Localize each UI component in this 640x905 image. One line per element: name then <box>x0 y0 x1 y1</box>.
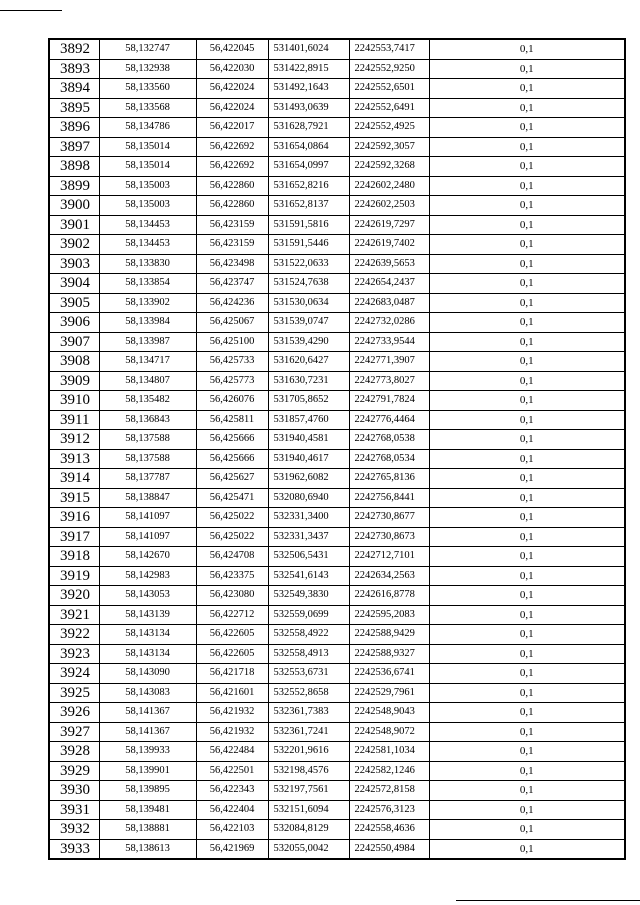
accuracy-cell: 0,1 <box>429 508 625 528</box>
longitude-cell: 56,425733 <box>196 352 268 372</box>
point-number-cell: 3933 <box>49 839 99 859</box>
y-coordinate-cell: 2242552,4925 <box>349 118 429 138</box>
table-row <box>49 39 625 59</box>
accuracy-cell: 0,1 <box>429 59 625 79</box>
table-row <box>49 274 625 294</box>
y-coordinate-cell: 2242602,2503 <box>349 196 429 216</box>
x-coordinate-cell: 532331,3437 <box>268 527 349 547</box>
point-number-cell: 3922 <box>49 625 99 645</box>
longitude-cell: 56,421718 <box>196 664 268 684</box>
table-row <box>49 469 625 489</box>
point-number-cell: 3929 <box>49 761 99 781</box>
x-coordinate-cell: 532558,4913 <box>268 644 349 664</box>
x-coordinate-cell: 531620,6427 <box>268 352 349 372</box>
y-coordinate-cell: 2242616,8778 <box>349 586 429 606</box>
point-number-cell: 3912 <box>49 430 99 450</box>
y-coordinate-cell: 2242592,3057 <box>349 137 429 157</box>
point-number-cell: 3892 <box>49 39 99 59</box>
point-number-cell: 3911 <box>49 410 99 430</box>
table-row <box>49 800 625 820</box>
x-coordinate-cell: 531539,0747 <box>268 313 349 333</box>
longitude-cell: 56,422045 <box>196 39 268 59</box>
accuracy-cell: 0,1 <box>429 215 625 235</box>
longitude-cell: 56,423159 <box>196 215 268 235</box>
longitude-cell: 56,425811 <box>196 410 268 430</box>
table-row <box>49 722 625 742</box>
longitude-cell: 56,421969 <box>196 839 268 859</box>
accuracy-cell: 0,1 <box>429 644 625 664</box>
point-number-cell: 3902 <box>49 235 99 255</box>
point-number-cell: 3920 <box>49 586 99 606</box>
accuracy-cell: 0,1 <box>429 352 625 372</box>
accuracy-cell: 0,1 <box>429 371 625 391</box>
x-coordinate-cell: 532361,7383 <box>268 703 349 723</box>
longitude-cell: 56,423498 <box>196 254 268 274</box>
accuracy-cell: 0,1 <box>429 235 625 255</box>
longitude-cell: 56,425022 <box>196 527 268 547</box>
x-coordinate-cell: 532084,8129 <box>268 820 349 840</box>
point-number-cell: 3899 <box>49 176 99 196</box>
table-row <box>49 196 625 216</box>
x-coordinate-cell: 532331,3400 <box>268 508 349 528</box>
longitude-cell: 56,425666 <box>196 449 268 469</box>
x-coordinate-cell: 531654,0997 <box>268 157 349 177</box>
accuracy-cell: 0,1 <box>429 586 625 606</box>
x-coordinate-cell: 531524,7638 <box>268 274 349 294</box>
longitude-cell: 56,423747 <box>196 274 268 294</box>
table-row <box>49 79 625 99</box>
y-coordinate-cell: 2242588,9327 <box>349 644 429 664</box>
longitude-cell: 56,425100 <box>196 332 268 352</box>
y-coordinate-cell: 2242602,2480 <box>349 176 429 196</box>
y-coordinate-cell: 2242730,8677 <box>349 508 429 528</box>
accuracy-cell: 0,1 <box>429 703 625 723</box>
latitude-cell: 58,133568 <box>99 98 196 118</box>
point-number-cell: 3905 <box>49 293 99 313</box>
longitude-cell: 56,422605 <box>196 644 268 664</box>
latitude-cell: 58,143139 <box>99 605 196 625</box>
longitude-cell: 56,422860 <box>196 176 268 196</box>
x-coordinate-cell: 531940,4617 <box>268 449 349 469</box>
point-number-cell: 3928 <box>49 742 99 762</box>
longitude-cell: 56,425471 <box>196 488 268 508</box>
longitude-cell: 56,421932 <box>196 722 268 742</box>
y-coordinate-cell: 2242592,3268 <box>349 157 429 177</box>
longitude-cell: 56,424236 <box>196 293 268 313</box>
x-coordinate-cell: 531962,6082 <box>268 469 349 489</box>
x-coordinate-cell: 531705,8652 <box>268 391 349 411</box>
latitude-cell: 58,134453 <box>99 215 196 235</box>
point-number-cell: 3925 <box>49 683 99 703</box>
longitude-cell: 56,425773 <box>196 371 268 391</box>
longitude-cell: 56,426076 <box>196 391 268 411</box>
accuracy-cell: 0,1 <box>429 391 625 411</box>
y-coordinate-cell: 2242553,7417 <box>349 39 429 59</box>
longitude-cell: 56,422692 <box>196 137 268 157</box>
y-coordinate-cell: 2242572,8158 <box>349 781 429 801</box>
table-row <box>49 820 625 840</box>
y-coordinate-cell: 2242730,8673 <box>349 527 429 547</box>
point-number-cell: 3924 <box>49 664 99 684</box>
y-coordinate-cell: 2242552,6491 <box>349 98 429 118</box>
x-coordinate-cell: 531422,8915 <box>268 59 349 79</box>
latitude-cell: 58,133854 <box>99 274 196 294</box>
x-coordinate-cell: 531539,4290 <box>268 332 349 352</box>
x-coordinate-cell: 532559,0699 <box>268 605 349 625</box>
latitude-cell: 58,137787 <box>99 469 196 489</box>
x-coordinate-cell: 531630,7231 <box>268 371 349 391</box>
latitude-cell: 58,134807 <box>99 371 196 391</box>
x-coordinate-cell: 531522,0633 <box>268 254 349 274</box>
latitude-cell: 58,133830 <box>99 254 196 274</box>
accuracy-cell: 0,1 <box>429 410 625 430</box>
y-coordinate-cell: 2242581,1034 <box>349 742 429 762</box>
y-coordinate-cell: 2242683,0487 <box>349 293 429 313</box>
longitude-cell: 56,422017 <box>196 118 268 138</box>
accuracy-cell: 0,1 <box>429 79 625 99</box>
x-coordinate-cell: 531940,4581 <box>268 430 349 450</box>
accuracy-cell: 0,1 <box>429 98 625 118</box>
table-row <box>49 586 625 606</box>
latitude-cell: 58,143090 <box>99 664 196 684</box>
y-coordinate-cell: 2242548,9043 <box>349 703 429 723</box>
table-row <box>49 547 625 567</box>
point-number-cell: 3932 <box>49 820 99 840</box>
latitude-cell: 58,142670 <box>99 547 196 567</box>
latitude-cell: 58,141367 <box>99 703 196 723</box>
latitude-cell: 58,135014 <box>99 137 196 157</box>
latitude-cell: 58,139895 <box>99 781 196 801</box>
longitude-cell: 56,422103 <box>196 820 268 840</box>
table-row <box>49 761 625 781</box>
x-coordinate-cell: 531652,8137 <box>268 196 349 216</box>
longitude-cell: 56,421601 <box>196 683 268 703</box>
x-coordinate-cell: 532151,6094 <box>268 800 349 820</box>
accuracy-cell: 0,1 <box>429 293 625 313</box>
longitude-cell: 56,423159 <box>196 235 268 255</box>
accuracy-cell: 0,1 <box>429 800 625 820</box>
point-number-cell: 3898 <box>49 157 99 177</box>
accuracy-cell: 0,1 <box>429 839 625 859</box>
latitude-cell: 58,135482 <box>99 391 196 411</box>
x-coordinate-cell: 531591,5446 <box>268 235 349 255</box>
point-number-cell: 3919 <box>49 566 99 586</box>
accuracy-cell: 0,1 <box>429 761 625 781</box>
point-number-cell: 3906 <box>49 313 99 333</box>
latitude-cell: 58,133560 <box>99 79 196 99</box>
table-row <box>49 488 625 508</box>
accuracy-cell: 0,1 <box>429 196 625 216</box>
point-number-cell: 3894 <box>49 79 99 99</box>
x-coordinate-cell: 532558,4922 <box>268 625 349 645</box>
latitude-cell: 58,135014 <box>99 157 196 177</box>
accuracy-cell: 0,1 <box>429 157 625 177</box>
table-row <box>49 683 625 703</box>
point-number-cell: 3895 <box>49 98 99 118</box>
point-number-cell: 3930 <box>49 781 99 801</box>
table-row <box>49 59 625 79</box>
latitude-cell: 58,139933 <box>99 742 196 762</box>
latitude-cell: 58,134453 <box>99 235 196 255</box>
latitude-cell: 58,138847 <box>99 488 196 508</box>
y-coordinate-cell: 2242558,4636 <box>349 820 429 840</box>
point-number-cell: 3931 <box>49 800 99 820</box>
accuracy-cell: 0,1 <box>429 254 625 274</box>
y-coordinate-cell: 2242654,2437 <box>349 274 429 294</box>
y-coordinate-cell: 2242529,7961 <box>349 683 429 703</box>
point-number-cell: 3910 <box>49 391 99 411</box>
table-row <box>49 644 625 664</box>
y-coordinate-cell: 2242773,8027 <box>349 371 429 391</box>
y-coordinate-cell: 2242548,9072 <box>349 722 429 742</box>
y-coordinate-cell: 2242582,1246 <box>349 761 429 781</box>
table-row <box>49 352 625 372</box>
longitude-cell: 56,425666 <box>196 430 268 450</box>
point-number-cell: 3915 <box>49 488 99 508</box>
y-coordinate-cell: 2242595,2083 <box>349 605 429 625</box>
y-coordinate-cell: 2242536,6741 <box>349 664 429 684</box>
table-row <box>49 449 625 469</box>
point-number-cell: 3917 <box>49 527 99 547</box>
latitude-cell: 58,136843 <box>99 410 196 430</box>
longitude-cell: 56,422501 <box>196 761 268 781</box>
x-coordinate-cell: 532361,7241 <box>268 722 349 742</box>
latitude-cell: 58,141367 <box>99 722 196 742</box>
accuracy-cell: 0,1 <box>429 137 625 157</box>
latitude-cell: 58,143134 <box>99 625 196 645</box>
latitude-cell: 58,139481 <box>99 800 196 820</box>
latitude-cell: 58,139901 <box>99 761 196 781</box>
longitude-cell: 56,425022 <box>196 508 268 528</box>
y-coordinate-cell: 2242639,5653 <box>349 254 429 274</box>
point-number-cell: 3916 <box>49 508 99 528</box>
accuracy-cell: 0,1 <box>429 274 625 294</box>
x-coordinate-cell: 532553,6731 <box>268 664 349 684</box>
accuracy-cell: 0,1 <box>429 664 625 684</box>
accuracy-cell: 0,1 <box>429 469 625 489</box>
x-coordinate-cell: 531628,7921 <box>268 118 349 138</box>
table-row <box>49 839 625 859</box>
longitude-cell: 56,422860 <box>196 196 268 216</box>
x-coordinate-cell: 531401,6024 <box>268 39 349 59</box>
table-row <box>49 293 625 313</box>
longitude-cell: 56,424708 <box>196 547 268 567</box>
x-coordinate-cell: 531652,8216 <box>268 176 349 196</box>
y-coordinate-cell: 2242732,0286 <box>349 313 429 333</box>
accuracy-cell: 0,1 <box>429 605 625 625</box>
point-number-cell: 3903 <box>49 254 99 274</box>
y-coordinate-cell: 2242550,4984 <box>349 839 429 859</box>
table-row <box>49 664 625 684</box>
table-row <box>49 410 625 430</box>
table-row <box>49 313 625 333</box>
point-number-cell: 3901 <box>49 215 99 235</box>
longitude-cell: 56,422692 <box>196 157 268 177</box>
latitude-cell: 58,133987 <box>99 332 196 352</box>
y-coordinate-cell: 2242576,3123 <box>349 800 429 820</box>
point-number-cell: 3914 <box>49 469 99 489</box>
table-row <box>49 157 625 177</box>
x-coordinate-cell: 532201,9616 <box>268 742 349 762</box>
x-coordinate-cell: 532541,6143 <box>268 566 349 586</box>
y-coordinate-cell: 2242552,9250 <box>349 59 429 79</box>
x-coordinate-cell: 531654,0864 <box>268 137 349 157</box>
accuracy-cell: 0,1 <box>429 449 625 469</box>
point-number-cell: 3907 <box>49 332 99 352</box>
point-number-cell: 3896 <box>49 118 99 138</box>
y-coordinate-cell: 2242634,2563 <box>349 566 429 586</box>
accuracy-cell: 0,1 <box>429 722 625 742</box>
table-row <box>49 430 625 450</box>
accuracy-cell: 0,1 <box>429 742 625 762</box>
accuracy-cell: 0,1 <box>429 625 625 645</box>
table-row <box>49 137 625 157</box>
accuracy-cell: 0,1 <box>429 332 625 352</box>
accuracy-cell: 0,1 <box>429 820 625 840</box>
latitude-cell: 58,135003 <box>99 176 196 196</box>
table-row <box>49 235 625 255</box>
table-row <box>49 527 625 547</box>
point-number-cell: 3897 <box>49 137 99 157</box>
latitude-cell: 58,134717 <box>99 352 196 372</box>
y-coordinate-cell: 2242768,0534 <box>349 449 429 469</box>
longitude-cell: 56,422024 <box>196 79 268 99</box>
accuracy-cell: 0,1 <box>429 118 625 138</box>
x-coordinate-cell: 531530,0634 <box>268 293 349 313</box>
x-coordinate-cell: 532198,4576 <box>268 761 349 781</box>
table-row <box>49 508 625 528</box>
latitude-cell: 58,143053 <box>99 586 196 606</box>
longitude-cell: 56,421932 <box>196 703 268 723</box>
point-number-cell: 3926 <box>49 703 99 723</box>
page-corner-rule <box>0 0 62 11</box>
latitude-cell: 58,138881 <box>99 820 196 840</box>
longitude-cell: 56,422605 <box>196 625 268 645</box>
table-row <box>49 703 625 723</box>
table-row <box>49 215 625 235</box>
longitude-cell: 56,422024 <box>196 98 268 118</box>
y-coordinate-cell: 2242619,7297 <box>349 215 429 235</box>
x-coordinate-cell: 532080,6940 <box>268 488 349 508</box>
accuracy-cell: 0,1 <box>429 781 625 801</box>
point-number-cell: 3909 <box>49 371 99 391</box>
y-coordinate-cell: 2242776,4464 <box>349 410 429 430</box>
table-row <box>49 254 625 274</box>
accuracy-cell: 0,1 <box>429 527 625 547</box>
table-row <box>49 781 625 801</box>
longitude-cell: 56,422712 <box>196 605 268 625</box>
y-coordinate-cell: 2242588,9429 <box>349 625 429 645</box>
longitude-cell: 56,425067 <box>196 313 268 333</box>
point-number-cell: 3918 <box>49 547 99 567</box>
latitude-cell: 58,135003 <box>99 196 196 216</box>
latitude-cell: 58,134786 <box>99 118 196 138</box>
longitude-cell: 56,422030 <box>196 59 268 79</box>
latitude-cell: 58,132938 <box>99 59 196 79</box>
y-coordinate-cell: 2242771,3907 <box>349 352 429 372</box>
y-coordinate-cell: 2242768,0538 <box>349 430 429 450</box>
x-coordinate-cell: 532549,3830 <box>268 586 349 606</box>
latitude-cell: 58,143134 <box>99 644 196 664</box>
table-row <box>49 118 625 138</box>
y-coordinate-cell: 2242791,7824 <box>349 391 429 411</box>
longitude-cell: 56,422404 <box>196 800 268 820</box>
y-coordinate-cell: 2242552,6501 <box>349 79 429 99</box>
accuracy-cell: 0,1 <box>429 683 625 703</box>
point-number-cell: 3927 <box>49 722 99 742</box>
latitude-cell: 58,141097 <box>99 527 196 547</box>
page-bottom-rule <box>456 900 640 901</box>
longitude-cell: 56,422484 <box>196 742 268 762</box>
table-row <box>49 332 625 352</box>
longitude-cell: 56,422343 <box>196 781 268 801</box>
latitude-cell: 58,137588 <box>99 430 196 450</box>
table-row <box>49 605 625 625</box>
table-row <box>49 742 625 762</box>
y-coordinate-cell: 2242765,8136 <box>349 469 429 489</box>
table-body <box>49 39 625 859</box>
latitude-cell: 58,141097 <box>99 508 196 528</box>
table-row <box>49 391 625 411</box>
point-number-cell: 3923 <box>49 644 99 664</box>
accuracy-cell: 0,1 <box>429 313 625 333</box>
table-row <box>49 98 625 118</box>
latitude-cell: 58,137588 <box>99 449 196 469</box>
point-number-cell: 3908 <box>49 352 99 372</box>
point-number-cell: 3893 <box>49 59 99 79</box>
point-number-cell: 3921 <box>49 605 99 625</box>
longitude-cell: 56,423375 <box>196 566 268 586</box>
table-row <box>49 625 625 645</box>
point-number-cell: 3904 <box>49 274 99 294</box>
table-row <box>49 371 625 391</box>
longitude-cell: 56,425627 <box>196 469 268 489</box>
latitude-cell: 58,143083 <box>99 683 196 703</box>
accuracy-cell: 0,1 <box>429 430 625 450</box>
y-coordinate-cell: 2242733,9544 <box>349 332 429 352</box>
x-coordinate-cell: 531492,1643 <box>268 79 349 99</box>
latitude-cell: 58,133984 <box>99 313 196 333</box>
x-coordinate-cell: 532055,0042 <box>268 839 349 859</box>
accuracy-cell: 0,1 <box>429 488 625 508</box>
accuracy-cell: 0,1 <box>429 547 625 567</box>
accuracy-cell: 0,1 <box>429 39 625 59</box>
latitude-cell: 58,133902 <box>99 293 196 313</box>
x-coordinate-cell: 531493,0639 <box>268 98 349 118</box>
x-coordinate-cell: 531857,4760 <box>268 410 349 430</box>
x-coordinate-cell: 532552,8658 <box>268 683 349 703</box>
accuracy-cell: 0,1 <box>429 176 625 196</box>
latitude-cell: 58,132747 <box>99 39 196 59</box>
latitude-cell: 58,142983 <box>99 566 196 586</box>
table-row <box>49 566 625 586</box>
x-coordinate-cell: 532197,7561 <box>268 781 349 801</box>
x-coordinate-cell: 532506,5431 <box>268 547 349 567</box>
x-coordinate-cell: 531591,5816 <box>268 215 349 235</box>
table-row <box>49 176 625 196</box>
y-coordinate-cell: 2242712,7101 <box>349 547 429 567</box>
longitude-cell: 56,423080 <box>196 586 268 606</box>
coordinates-table <box>48 38 626 860</box>
y-coordinate-cell: 2242756,8441 <box>349 488 429 508</box>
point-number-cell: 3900 <box>49 196 99 216</box>
point-number-cell: 3913 <box>49 449 99 469</box>
accuracy-cell: 0,1 <box>429 566 625 586</box>
latitude-cell: 58,138613 <box>99 839 196 859</box>
y-coordinate-cell: 2242619,7402 <box>349 235 429 255</box>
